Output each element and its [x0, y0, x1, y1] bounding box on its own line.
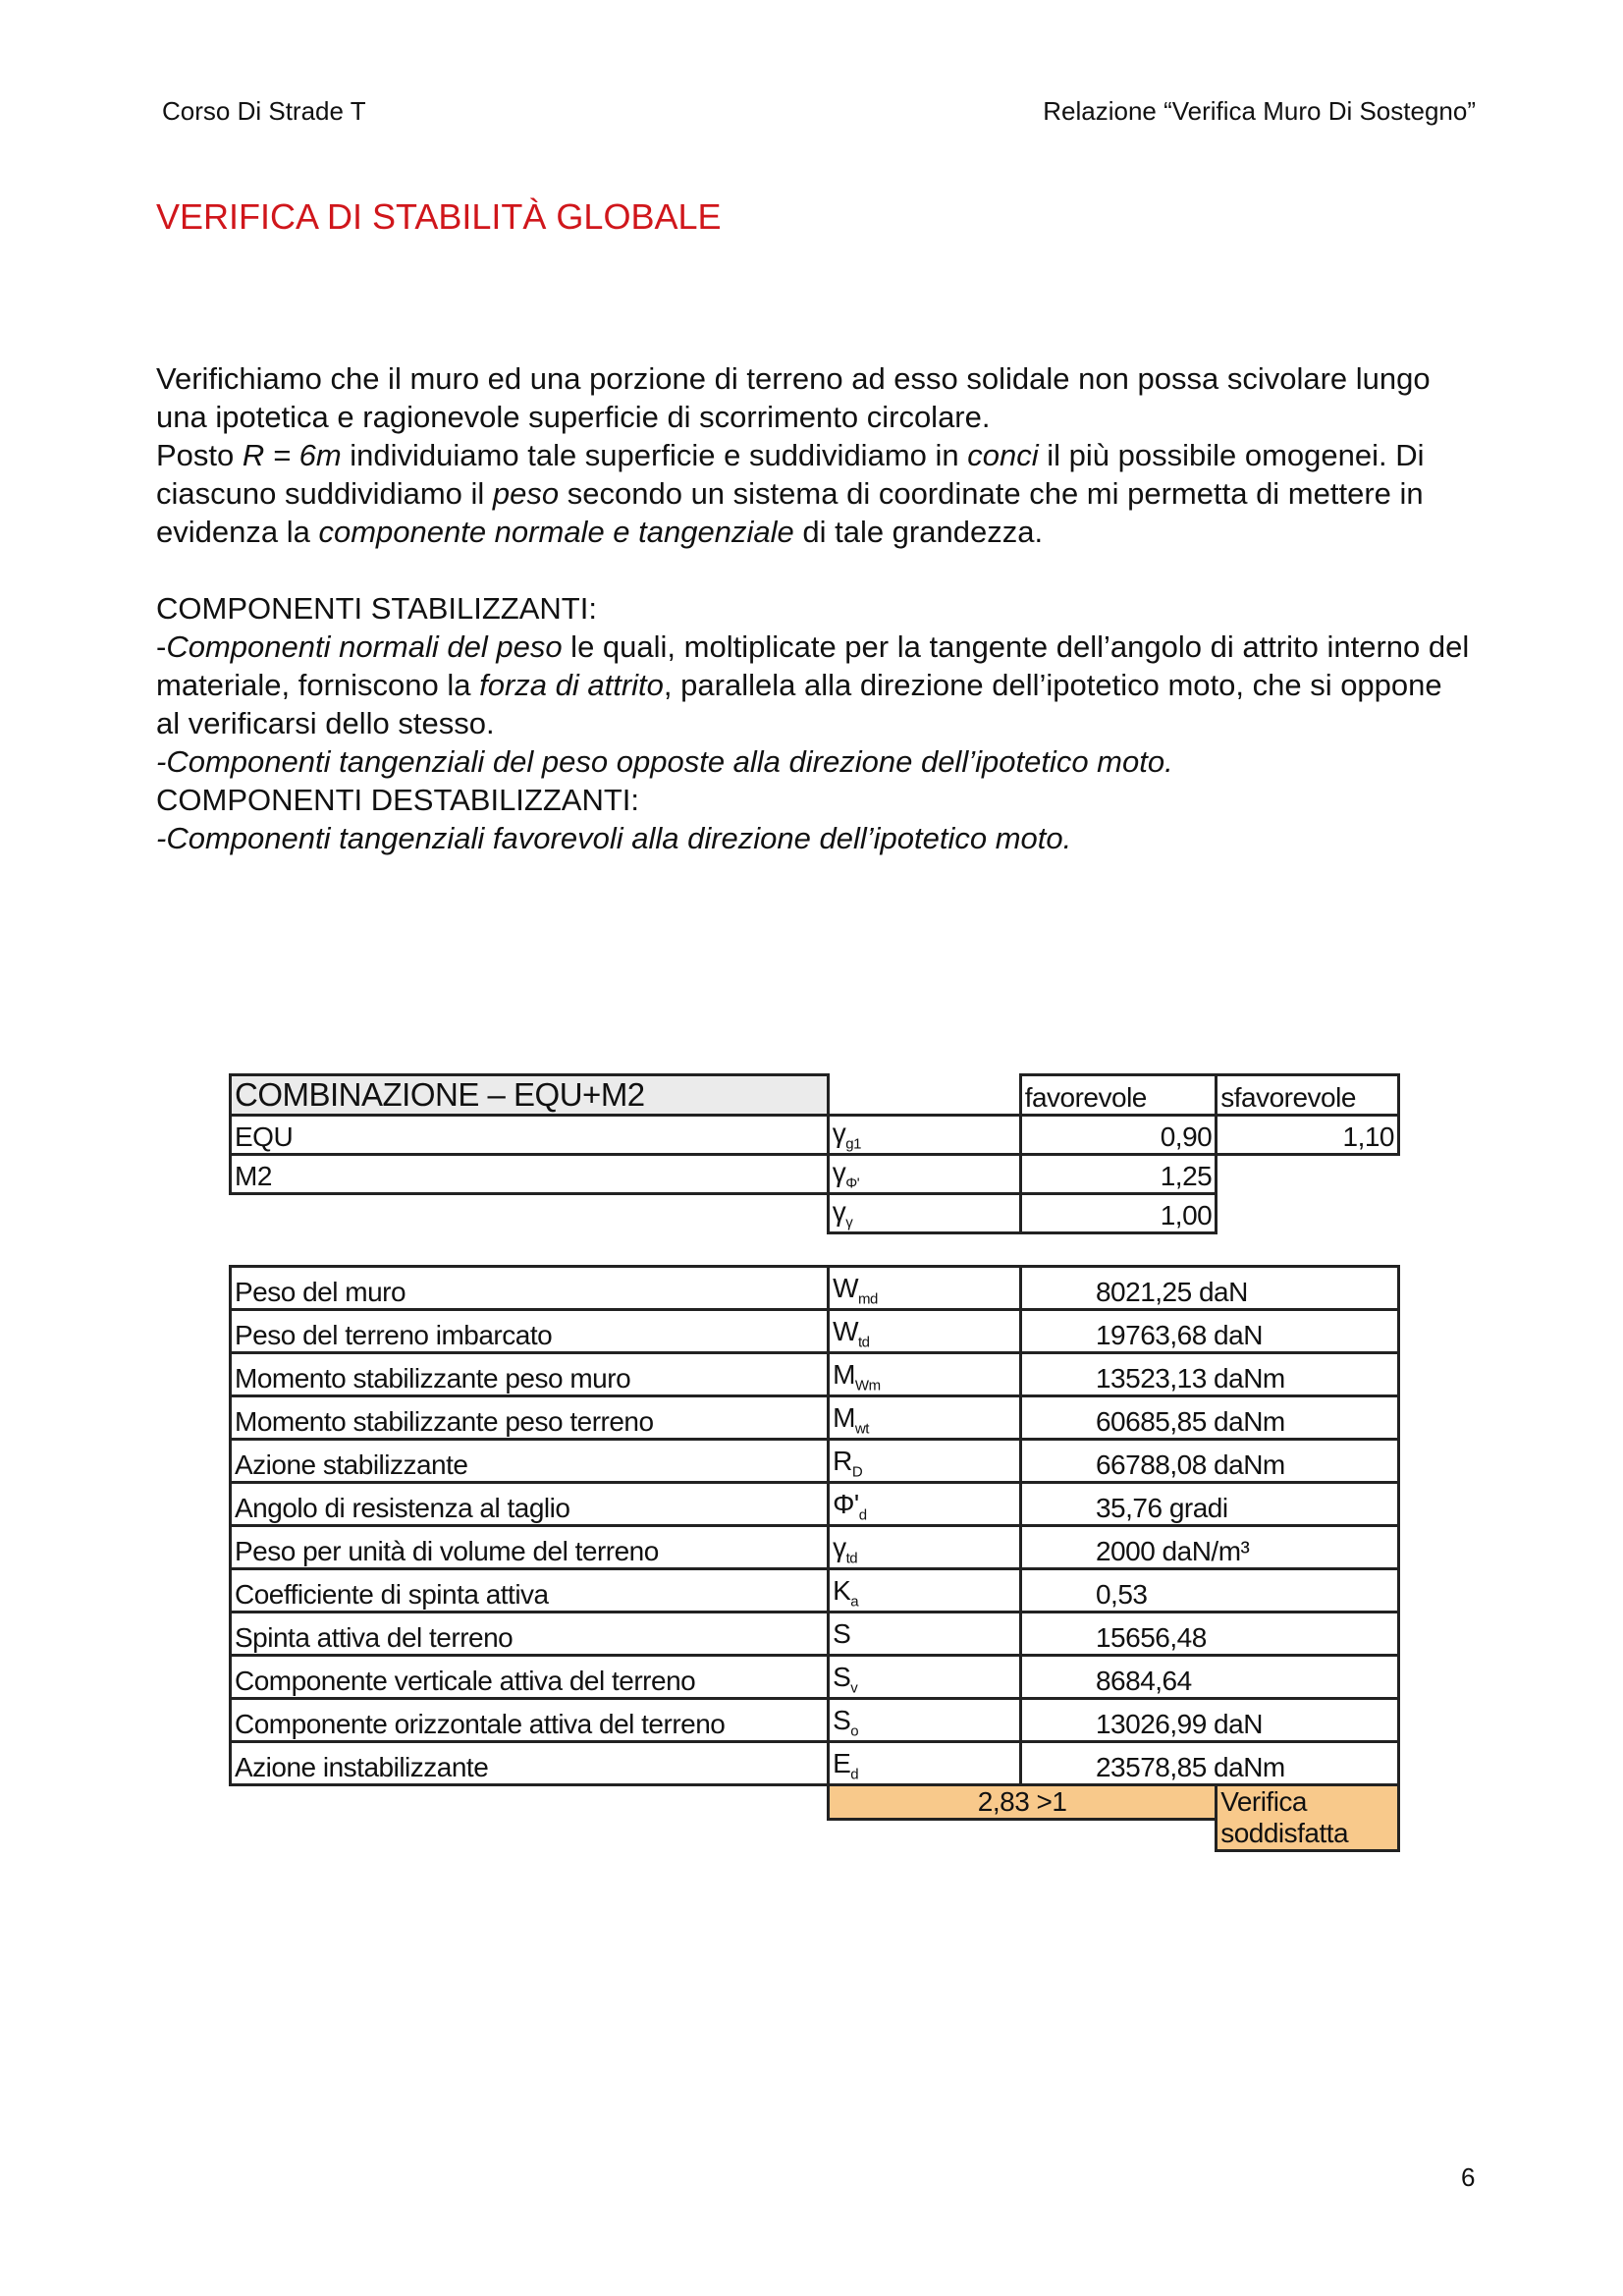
row-value: 8684,64 [1020, 1656, 1398, 1699]
results-table [229, 1265, 1400, 1852]
row-label: Coefficiente di spinta attiva [231, 1569, 829, 1613]
destabilizing-item-1: -Componenti tangenziali favorevoli alla direzione dell’ipotetico moto. [156, 821, 1072, 855]
stabilizing-heading: COMPONENTI STABILIZZANTI: [156, 591, 597, 626]
paragraph-method: Posto R = 6m individuiamo tale superficie e suddividiamo in conci il più possibile omogenei. Di ciascuno suddividiamo il peso secondo un sistema di coordinate che mi permetta di mettere in evidenza la componente normale e tangenziale di tale grandezza. [156, 438, 1425, 549]
row-symbol: $\Phi'_d$ [829, 1483, 1021, 1526]
table-row [231, 1613, 1399, 1656]
table-row [231, 1656, 1399, 1699]
row-value: 66788,08 daNm [1020, 1440, 1398, 1483]
row-symbol: $K_a$ [829, 1569, 1021, 1613]
safety-ratio: 2,83 >1 [829, 1785, 1217, 1820]
row-value: 0,53 [1020, 1569, 1398, 1613]
row-symbol: $\gamma_{td}$ [829, 1526, 1021, 1569]
row-symbol: S [829, 1613, 1021, 1656]
row-value: 13523,13 daNm [1020, 1353, 1398, 1396]
section-title: VERIFICA DI STABILITÀ GLOBALE [156, 196, 722, 237]
table-row [231, 1440, 1399, 1483]
row-label: Peso per unità di volume del terreno [231, 1526, 829, 1569]
row-value: 19763,68 daN [1020, 1310, 1398, 1353]
header-course: Corso Di Strade T [162, 96, 366, 126]
row-symbol: $M_{wt}$ [829, 1396, 1021, 1440]
stabilizing-item-2: -Componenti tangenziali del peso opposte alla direzione dell’ipotetico moto. [156, 744, 1173, 779]
body-text [156, 359, 1472, 857]
row-label: Azione instabilizzante [231, 1742, 829, 1785]
table-row [231, 1310, 1399, 1353]
page-number: 6 [1461, 2162, 1476, 2192]
row-label: Momento stabilizzante peso terreno [231, 1396, 829, 1440]
table-row [231, 1353, 1399, 1396]
combination-title: COMBINAZIONE – EQU+M2 [231, 1075, 829, 1116]
row-value: 23578,85 daNm [1020, 1742, 1398, 1785]
destabilizing-heading: COMPONENTI DESTABILIZZANTI: [156, 783, 640, 817]
table-row [231, 1569, 1399, 1613]
row-symbol: $W_{md}$ [829, 1267, 1021, 1310]
row-label: Azione stabilizzante [231, 1440, 829, 1483]
row-label: Peso del terreno imbarcato [231, 1310, 829, 1353]
table-row [231, 1742, 1399, 1785]
row-label: Spinta attiva del terreno [231, 1613, 829, 1656]
row-label: Componente verticale attiva del terreno [231, 1656, 829, 1699]
table-row: M2 $\gamma_{\Phi'}$ 1,25 [231, 1155, 1399, 1194]
row-label: Componente orizzontale attiva del terreno [231, 1699, 829, 1742]
row-label: Peso del muro [231, 1267, 829, 1310]
row-value: 13026,99 daN [1020, 1699, 1398, 1742]
row-symbol: $S_o$ [829, 1699, 1021, 1742]
col-favorevole: favorevole [1020, 1075, 1217, 1116]
verification-result: Verifica soddisfatta [1217, 1785, 1399, 1851]
stabilizing-item-1: -Componenti normali del peso le quali, moltiplicate per la tangente dell’angolo di attrito interno del materiale, forniscono la forza di attrito, parallela alla direzione dell’ipotetico moto, che si oppone al verificarsi dello stesso. [156, 629, 1470, 740]
row-value: 15656,48 [1020, 1613, 1398, 1656]
row-label: Angolo di resistenza al taglio [231, 1483, 829, 1526]
row-symbol: $M_{Wm}$ [829, 1353, 1021, 1396]
table-row: EQU $\gamma_{g1}$ 0,90 1,10 [231, 1116, 1399, 1155]
row-symbol: $E_d$ [829, 1742, 1021, 1785]
table-row [231, 1699, 1399, 1742]
row-value: 8021,25 daN [1020, 1267, 1398, 1310]
row-symbol: $R_D$ [829, 1440, 1021, 1483]
paragraph-intro: Verifichiamo che il muro ed una porzione di terreno ad esso solidale non possa scivolare lungo una ipotetica e ragionevole superficie di scorrimento circolare. [156, 361, 1431, 434]
row-value: 2000 daN/m³ [1020, 1526, 1398, 1569]
table-row [231, 1396, 1399, 1440]
row-label: Momento stabilizzante peso muro [231, 1353, 829, 1396]
row-value: 60685,85 daNm [1020, 1396, 1398, 1440]
row-value: 35,76 gradi [1020, 1483, 1398, 1526]
table-row [231, 1526, 1399, 1569]
table-row: $\gamma_\gamma$ 1,00 [231, 1194, 1399, 1233]
table-row [231, 1267, 1399, 1310]
row-symbol: $W_{td}$ [829, 1310, 1021, 1353]
row-symbol: $S_v$ [829, 1656, 1021, 1699]
combination-table [229, 1073, 1400, 1234]
table-row [231, 1483, 1399, 1526]
col-sfavorevole: sfavorevole [1217, 1075, 1399, 1116]
header-report-title: Relazione “Verifica Muro Di Sostegno” [1043, 96, 1476, 126]
